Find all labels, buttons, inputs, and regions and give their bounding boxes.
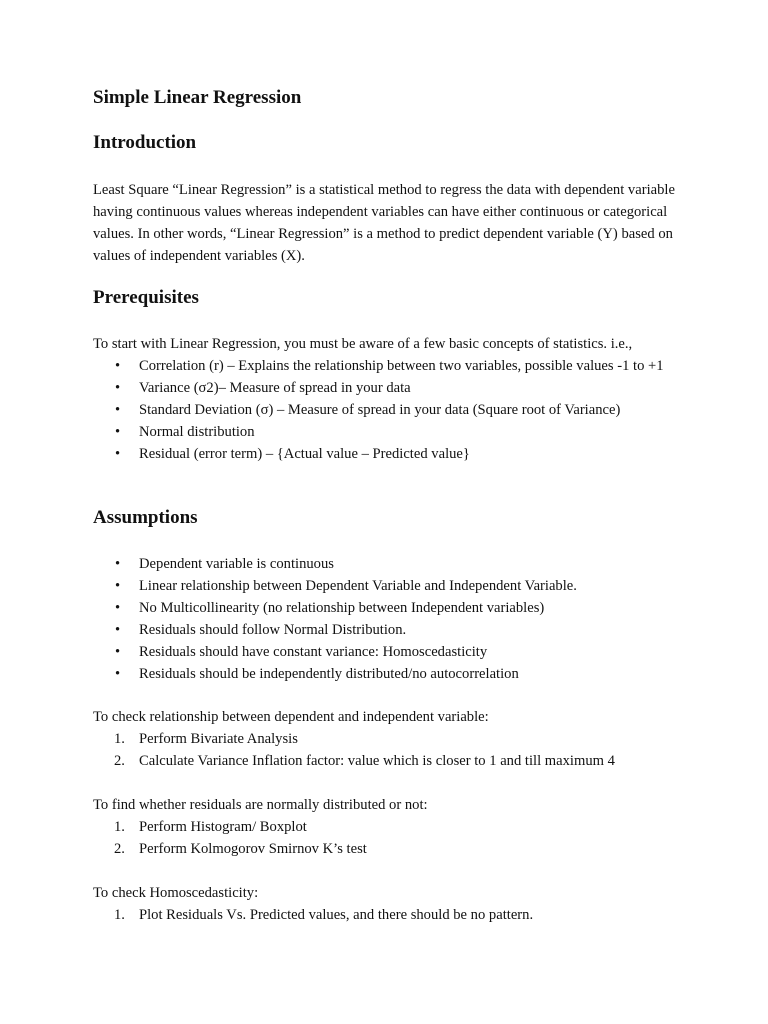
prerequisites-heading: Prerequisites <box>93 287 199 308</box>
number-marker: 1. <box>114 907 125 923</box>
list-item: • No Multicollinearity (no relationship between Independent variables) <box>93 597 683 619</box>
number-marker: 2. <box>114 753 125 769</box>
list-item: • Residual (error term) – {Actual value – Predicted value} <box>93 443 683 465</box>
relationship-check-list <box>93 728 683 772</box>
bullet-marker: • <box>115 600 121 616</box>
list-item: • Residuals should have constant variance: Homoscedasticity <box>93 641 683 663</box>
list-item: • Correlation (r) – Explains the relationship between two variables, possible values -1 to +1 <box>93 355 683 377</box>
bullet-marker: • <box>115 402 121 418</box>
prerequisites-intro: To start with Linear Regression, you must be aware of a few basic concepts of statistics. i.e., <box>93 336 633 352</box>
number-marker: 1. <box>114 731 125 747</box>
list-item: • Dependent variable is continuous <box>93 553 683 575</box>
number-marker: 2. <box>114 841 125 857</box>
list-item: 1. Plot Residuals Vs. Predicted values, and there should be no pattern. <box>93 904 683 926</box>
normality-check-list <box>93 816 683 860</box>
bullet-marker: • <box>115 666 121 682</box>
list-item: • Residuals should follow Normal Distribution. <box>93 619 683 641</box>
bullet-marker: • <box>115 644 121 660</box>
list-item: • Variance (σ2)– Measure of spread in your data <box>93 377 683 399</box>
bullet-marker: • <box>115 578 121 594</box>
prerequisites-list <box>93 355 683 465</box>
list-item: • Residuals should be independently distributed/no autocorrelation <box>93 663 683 685</box>
introduction-paragraph: Least Square “Linear Regression” is a statistical method to regress the data with dependent variable having continuous values whereas independent variables can have either continuous or categorical values. In other words, “Linear Regression” is a method to predict dependent variable (Y) based on values of independent variables (X). <box>93 182 675 264</box>
bullet-marker: • <box>115 446 121 462</box>
document-title: Simple Linear Regression <box>93 87 302 108</box>
bullet-marker: • <box>115 424 121 440</box>
bullet-marker: • <box>115 556 121 572</box>
bullet-marker: • <box>115 380 121 396</box>
assumptions-heading: Assumptions <box>93 507 198 528</box>
introduction-heading: Introduction <box>93 132 197 153</box>
relationship-check-intro: To check relationship between dependent and independent variable: <box>93 709 489 725</box>
normality-check-intro: To find whether residuals are normally distributed or not: <box>93 797 428 813</box>
list-item: 2. Calculate Variance Inflation factor: value which is closer to 1 and till maximum 4 <box>93 750 683 772</box>
homoscedasticity-check-list <box>93 904 683 926</box>
list-item: • Linear relationship between Dependent Variable and Independent Variable. <box>93 575 683 597</box>
assumptions-list <box>93 553 683 685</box>
list-item: • Normal distribution <box>93 421 683 443</box>
bullet-marker: • <box>115 622 121 638</box>
number-marker: 1. <box>114 819 125 835</box>
list-item: 1. Perform Bivariate Analysis <box>93 728 683 750</box>
bullet-marker: • <box>115 358 121 374</box>
list-item: 2. Perform Kolmogorov Smirnov K’s test <box>93 838 683 860</box>
list-item: • Standard Deviation (σ) – Measure of spread in your data (Square root of Variance) <box>93 399 683 421</box>
homoscedasticity-check-intro: To check Homoscedasticity: <box>93 885 259 901</box>
list-item: 1. Perform Histogram/ Boxplot <box>93 816 683 838</box>
